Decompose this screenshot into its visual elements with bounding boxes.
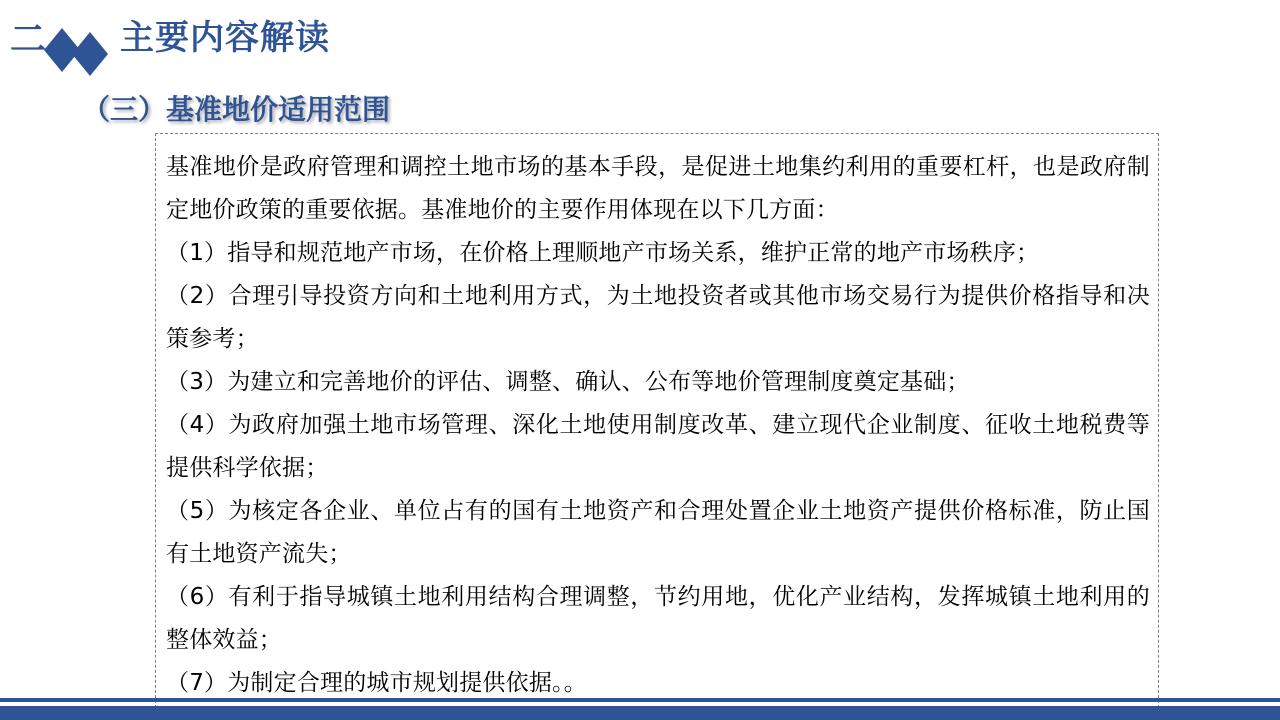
subsection-title: （三）基准地价适用范围 [82, 93, 391, 126]
diamond-decoration-icon [40, 24, 120, 80]
list-item: （2）合理引导投资方向和土地利用方式，为土地投资者或其他市场交易行为提供价格指导和决策参考； [166, 283, 1150, 352]
footer-bar-thin [0, 698, 1280, 702]
intro-paragraph: 基准地价是政府管理和调控土地市场的基本手段，是促进土地集约利用的重要杠杆，也是政府制定地价政策的重要依据。基准地价的主要作用体现在以下几方面： [166, 154, 1150, 223]
list-item: （3）为建立和完善地价的评估、调整、确认、公布等地价管理制度奠定基础； [166, 369, 970, 395]
footer-bar-thick [0, 706, 1280, 720]
content-box [155, 133, 1159, 713]
list-item: （1）指导和规范地产市场，在价格上理顺地产市场关系，维护正常的地产市场秩序； [166, 240, 1040, 266]
list-item: （5）为核定各企业、单位占有的国有土地资产和合理处置企业土地资产提供价格标准，防止国有土地资产流失； [166, 498, 1150, 567]
list-item: （4）为政府加强土地市场管理、深化土地使用制度改革、建立现代企业制度、征收土地税费等提供科学依据； [166, 412, 1150, 481]
list-item: （7）为制定合理的城市规划提供依据。。 [166, 670, 587, 696]
section-number: 二 [10, 19, 47, 60]
list-item: （6）有利于指导城镇土地利用结构合理调整，节约用地，优化产业结构，发挥城镇土地利用的整体效益； [166, 584, 1150, 653]
section-title: 主要内容解读 [120, 18, 330, 58]
